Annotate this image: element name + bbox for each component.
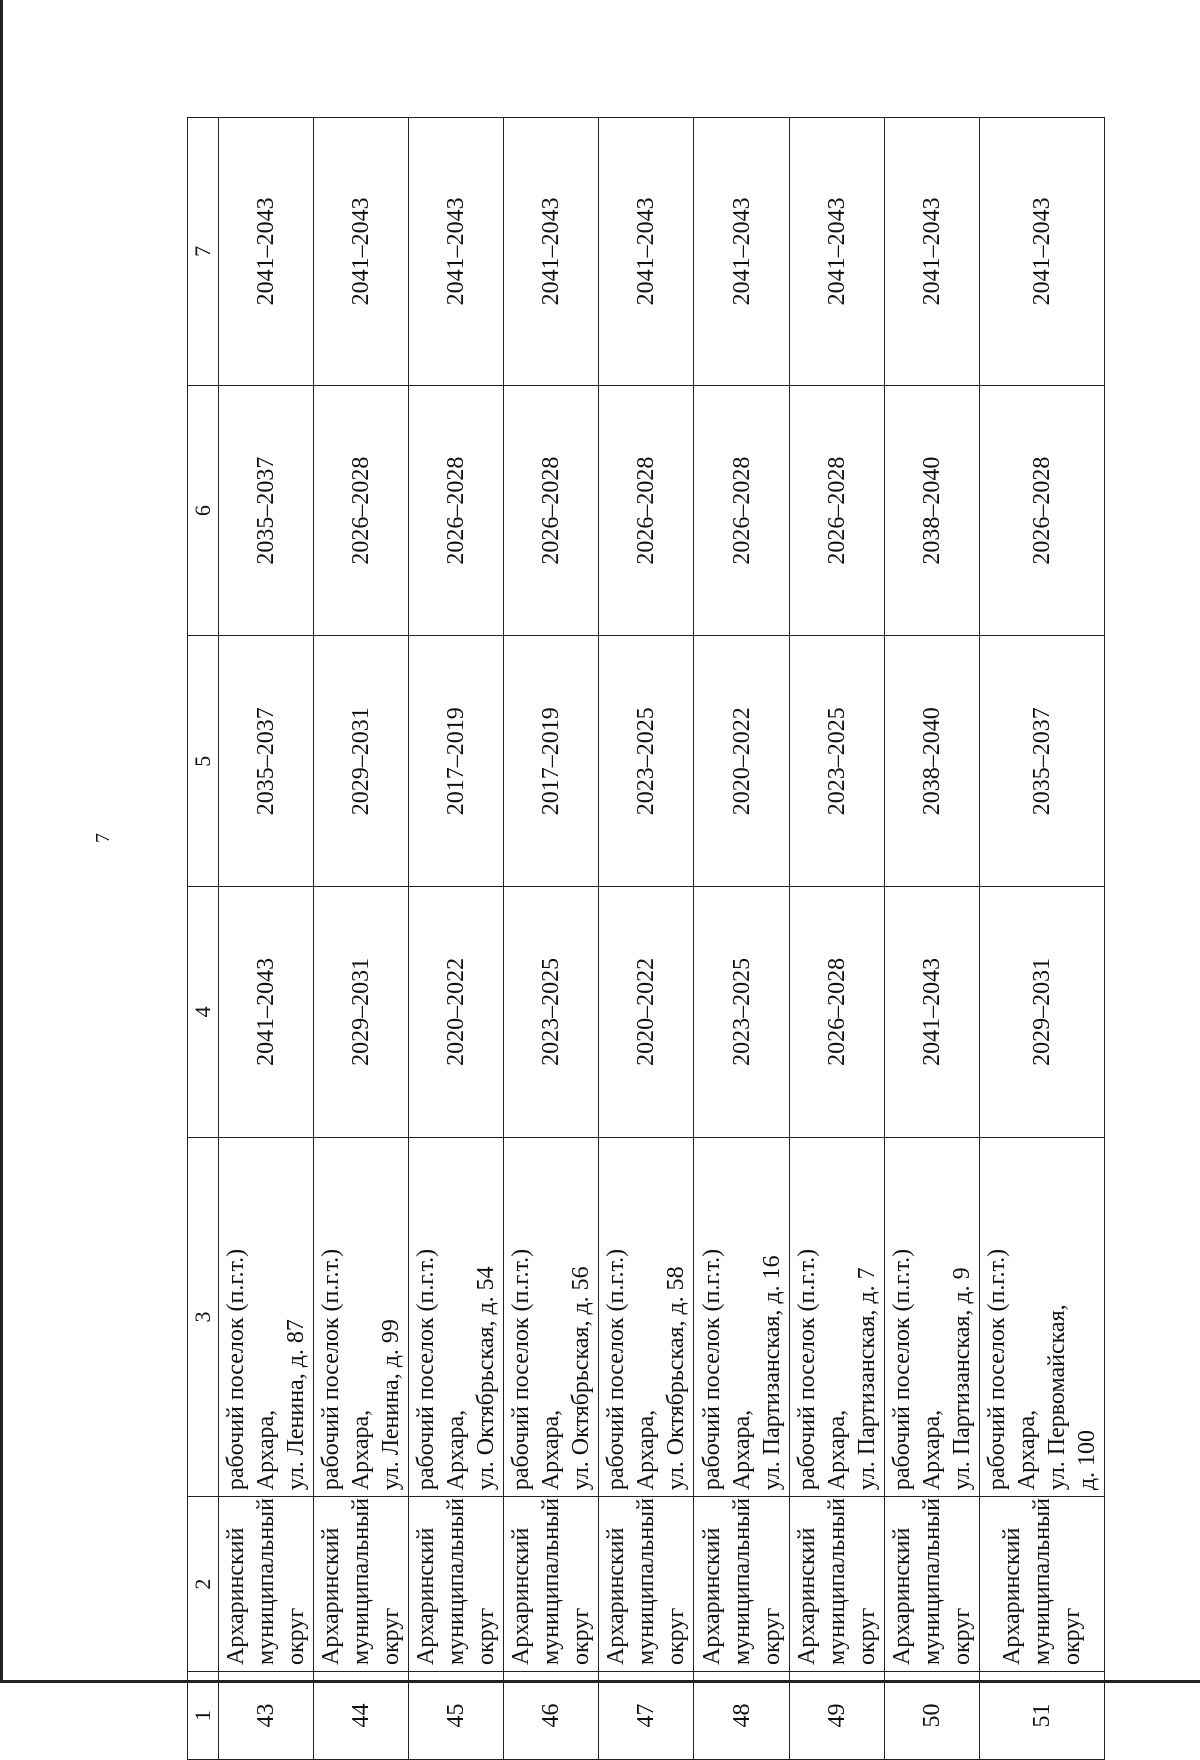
page-number: 7 <box>92 833 114 843</box>
district-line: округ <box>568 1607 595 1665</box>
district-line: муниципальный <box>348 1497 375 1665</box>
district-line: муниципальный <box>918 1497 945 1665</box>
table-row <box>219 118 314 1760</box>
address-cell <box>219 1137 314 1496</box>
period-cell-c5: 2035–2037 <box>219 636 314 887</box>
district-cell <box>599 1497 694 1672</box>
address-line: ул. Октябрьская, д. 54 <box>473 1266 500 1491</box>
column-header: 3 <box>188 1137 219 1496</box>
address-line: д. 100 <box>1073 1429 1100 1491</box>
district-cell <box>694 1497 789 1672</box>
header-row <box>188 118 219 1760</box>
period-cell-c5: 2038–2040 <box>884 636 979 887</box>
period-cell-c7: 2041–2043 <box>504 118 599 386</box>
table-row <box>409 118 504 1760</box>
district-line: округ <box>378 1607 405 1665</box>
district-cell <box>979 1497 1104 1672</box>
district-line: Архаринский <box>698 1527 725 1665</box>
period-cell-c6: 2038–2040 <box>884 385 979 636</box>
period-cell-c6: 2026–2028 <box>409 385 504 636</box>
column-header: 4 <box>188 887 219 1138</box>
row-number-cell: 47 <box>599 1671 694 1759</box>
period-cell-c4: 2026–2028 <box>789 887 884 1138</box>
address-line: Архара, <box>1013 1409 1040 1491</box>
table-row <box>789 118 884 1760</box>
district-line: округ <box>948 1607 975 1665</box>
address-line: рабочий поселок (п.г.т.) <box>603 1248 630 1491</box>
column-header: 6 <box>188 385 219 636</box>
period-cell-c6: 2026–2028 <box>979 385 1104 636</box>
district-line: округ <box>283 1607 310 1665</box>
address-line: рабочий поселок (п.г.т.) <box>508 1248 535 1491</box>
address-cell <box>789 1137 884 1496</box>
address-line: Архара, <box>538 1409 565 1491</box>
column-header: 5 <box>188 636 219 887</box>
district-cell <box>884 1497 979 1672</box>
table-row <box>979 118 1104 1760</box>
row-number-cell: 48 <box>694 1671 789 1759</box>
table-row <box>694 118 789 1760</box>
address-line: рабочий поселок (п.г.т.) <box>318 1248 345 1491</box>
row-number-cell: 49 <box>789 1671 884 1759</box>
district-line: муниципальный <box>1028 1497 1055 1665</box>
period-cell-c5: 2035–2037 <box>979 636 1104 887</box>
district-line: округ <box>473 1607 500 1665</box>
table-row <box>504 118 599 1760</box>
period-cell-c4: 2023–2025 <box>504 887 599 1138</box>
district-line: Архаринский <box>223 1527 250 1665</box>
period-cell-c7: 2041–2043 <box>219 118 314 386</box>
district-cell <box>314 1497 409 1672</box>
period-cell-c6: 2026–2028 <box>314 385 409 636</box>
table-row <box>599 118 694 1760</box>
district-line: Архаринский <box>998 1527 1025 1665</box>
period-cell-c4: 2029–2031 <box>314 887 409 1138</box>
table-row <box>884 118 979 1760</box>
table-body <box>219 118 1105 1760</box>
address-line: ул. Партизанская, д. 16 <box>758 1255 785 1491</box>
district-line: округ <box>758 1607 785 1665</box>
district-line: Архаринский <box>888 1527 915 1665</box>
address-line: ул. Октябрьская, д. 58 <box>663 1266 690 1491</box>
address-line: ул. Партизанская, д. 7 <box>853 1267 880 1491</box>
address-line: рабочий поселок (п.г.т.) <box>888 1248 915 1491</box>
period-cell-c6: 2026–2028 <box>694 385 789 636</box>
period-cell-c5: 2017–2019 <box>409 636 504 887</box>
period-cell-c4: 2041–2043 <box>884 887 979 1138</box>
period-cell-c7: 2041–2043 <box>409 118 504 386</box>
row-number-cell: 50 <box>884 1671 979 1759</box>
period-cell-c4: 2020–2022 <box>409 887 504 1138</box>
period-cell-c7: 2041–2043 <box>694 118 789 386</box>
period-cell-c5: 2023–2025 <box>599 636 694 887</box>
district-line: муниципальный <box>728 1497 755 1665</box>
row-number-cell: 46 <box>504 1671 599 1759</box>
column-header: 2 <box>188 1497 219 1672</box>
table-container <box>187 117 1105 1760</box>
address-cell <box>314 1137 409 1496</box>
period-cell-c6: 2026–2028 <box>504 385 599 636</box>
period-cell-c5: 2017–2019 <box>504 636 599 887</box>
period-cell-c6: 2026–2028 <box>789 385 884 636</box>
district-line: муниципальный <box>253 1497 280 1665</box>
district-line: Архаринский <box>413 1527 440 1665</box>
row-number-cell: 44 <box>314 1671 409 1759</box>
district-cell <box>789 1497 884 1672</box>
district-line: округ <box>853 1607 880 1665</box>
district-line: муниципальный <box>633 1497 660 1665</box>
address-line: рабочий поселок (п.г.т.) <box>983 1248 1010 1491</box>
district-line: муниципальный <box>538 1497 565 1665</box>
period-cell-c4: 2020–2022 <box>599 887 694 1138</box>
district-line: Архаринский <box>318 1527 345 1665</box>
address-line: рабочий поселок (п.г.т.) <box>698 1248 725 1491</box>
address-cell <box>409 1137 504 1496</box>
address-line: Архара, <box>728 1409 755 1491</box>
district-cell <box>219 1497 314 1672</box>
period-cell-c5: 2029–2031 <box>314 636 409 887</box>
address-line: рабочий поселок (п.г.т.) <box>413 1248 440 1491</box>
row-number-cell: 51 <box>979 1671 1104 1759</box>
district-line: округ <box>663 1607 690 1665</box>
period-cell-c7: 2041–2043 <box>979 118 1104 386</box>
column-header: 7 <box>188 118 219 386</box>
period-cell-c7: 2041–2043 <box>314 118 409 386</box>
address-cell <box>694 1137 789 1496</box>
address-cell <box>599 1137 694 1496</box>
period-cell-c7: 2041–2043 <box>789 118 884 386</box>
address-line: Архара, <box>918 1409 945 1491</box>
period-cell-c4: 2041–2043 <box>219 887 314 1138</box>
row-number-cell: 43 <box>219 1671 314 1759</box>
district-line: муниципальный <box>443 1497 470 1665</box>
address-line: ул. Ленина, д. 87 <box>283 1319 310 1491</box>
address-line: ул. Октябрьская, д. 56 <box>568 1266 595 1491</box>
district-line: Архаринский <box>603 1527 630 1665</box>
address-line: Архара, <box>443 1409 470 1491</box>
district-line: муниципальный <box>823 1497 850 1665</box>
address-line: ул. Первомайская, <box>1043 1304 1070 1491</box>
district-line: Архаринский <box>508 1527 535 1665</box>
district-line: округ <box>1058 1607 1085 1665</box>
row-number-cell: 45 <box>409 1671 504 1759</box>
district-cell <box>504 1497 599 1672</box>
period-cell-c6: 2026–2028 <box>599 385 694 636</box>
address-line: рабочий поселок (п.г.т.) <box>223 1248 250 1491</box>
district-line: Архаринский <box>793 1527 820 1665</box>
period-cell-c7: 2041–2043 <box>599 118 694 386</box>
address-cell <box>884 1137 979 1496</box>
data-table <box>187 117 1105 1760</box>
address-line: Архара, <box>348 1409 375 1491</box>
period-cell-c5: 2020–2022 <box>694 636 789 887</box>
period-cell-c7: 2041–2043 <box>884 118 979 386</box>
address-cell <box>979 1137 1104 1496</box>
period-cell-c4: 2029–2031 <box>979 887 1104 1138</box>
period-cell-c4: 2023–2025 <box>694 887 789 1138</box>
address-line: ул. Ленина, д. 99 <box>378 1319 405 1491</box>
address-line: рабочий поселок (п.г.т.) <box>793 1248 820 1491</box>
table-row <box>314 118 409 1760</box>
period-cell-c6: 2035–2037 <box>219 385 314 636</box>
address-cell <box>504 1137 599 1496</box>
address-line: Архара, <box>823 1409 850 1491</box>
district-cell <box>409 1497 504 1672</box>
address-line: Архара, <box>253 1409 280 1491</box>
column-header: 1 <box>188 1671 219 1759</box>
address-line: ул. Партизанская, д. 9 <box>948 1267 975 1491</box>
address-line: Архара, <box>633 1409 660 1491</box>
period-cell-c5: 2023–2025 <box>789 636 884 887</box>
